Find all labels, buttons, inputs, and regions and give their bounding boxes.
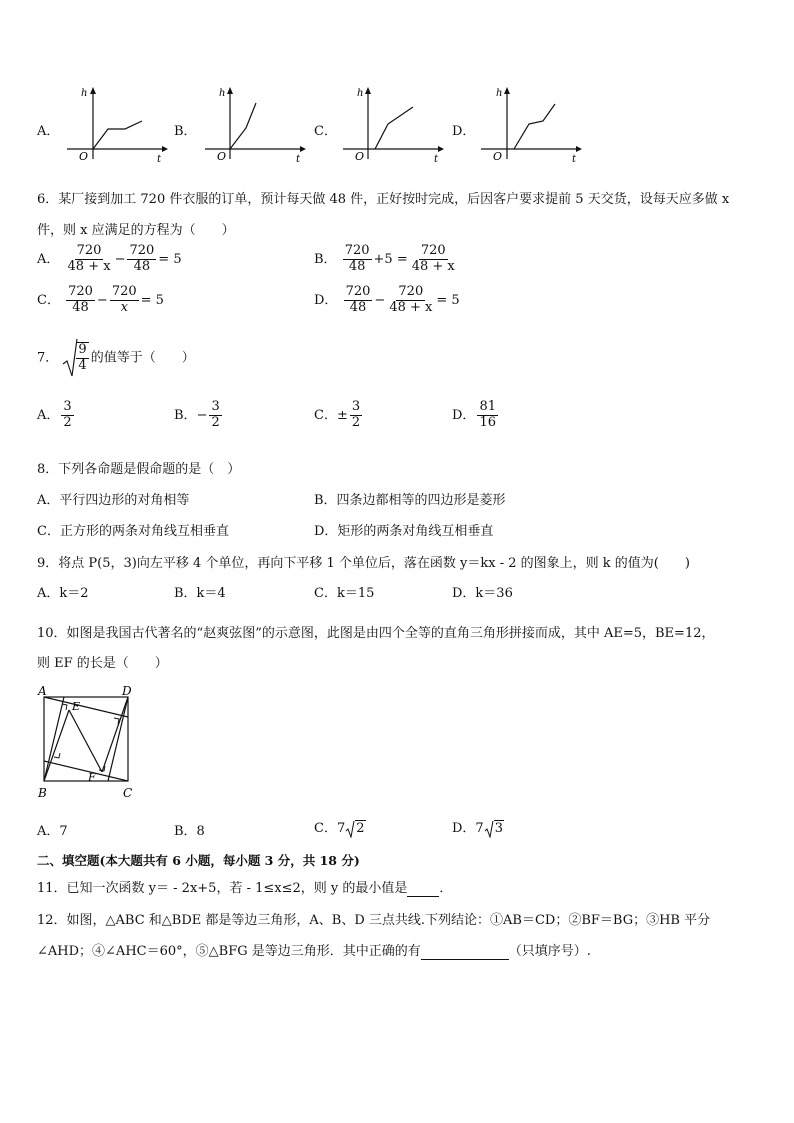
q5-graph-c <box>338 84 448 164</box>
q5-graph-d <box>476 84 586 164</box>
point-b-label: B <box>38 786 47 800</box>
q10-option-d: D．7 3 <box>452 821 503 836</box>
q5-c-axis-t: t <box>434 154 439 164</box>
zhao-shuang-diagram <box>32 682 142 802</box>
radical-sign-icon <box>484 820 494 838</box>
q6-option-d: D． $\frac{720}{48}$ − $\frac{720}{48 + x}$ = 5 <box>314 284 460 315</box>
point-d-label: D <box>122 684 132 698</box>
q5-c-axis-h: h <box>357 88 364 99</box>
point-e-label: E <box>72 700 81 713</box>
q9-option-c: C．k＝15 <box>314 586 375 601</box>
segment-ef <box>69 710 102 772</box>
segment-be <box>44 710 69 781</box>
answer-blank[interactable] <box>421 944 509 960</box>
q5-graph-b <box>200 84 310 164</box>
q9-option-a: A．k＝2 <box>37 586 89 601</box>
right-angle-mark <box>54 753 60 758</box>
q8-option-d: D．矩形的两条对角线互相垂直 <box>314 524 494 539</box>
q7-option-b: B．− $\frac{3}{2}$ <box>174 399 220 430</box>
q9-option-b: B．k＝4 <box>174 586 226 601</box>
q10-option-c: C．7 2 <box>314 821 365 836</box>
q8-option-b: B．四条边都相等的四边形是菱形 <box>314 493 506 508</box>
section-heading: 二、填空题(本大题共有 6 小题，每小题 3 分，共 18 分) <box>37 853 360 868</box>
q5-c-origin: O <box>355 150 365 163</box>
answer-blank[interactable] <box>407 881 439 897</box>
q5-a-axis-h: h <box>81 88 88 99</box>
q5-a-origin: O <box>79 150 89 163</box>
q12-stem-line2: ∠AHD；④∠AHC＝60°，⑤△BFG 是等边三角形．其中正确的有 （只填序号）. <box>37 944 591 959</box>
q11-stem: 11．已知一次函数 y＝ - 2x+5，若 - 1≤x≤2，则 y 的最小值是 ． <box>37 881 453 896</box>
q10-stem-line1: 10．如图是我国古代著名的“赵爽弦图”的示意图，此图是由四个全等的直角三角形拼接而成，其中 AE=5，BE=12， <box>37 626 715 641</box>
q6-stem-line1: 6．某厂接到加工 720 件衣服的订单，预计每天做 48 件，正好按时完成，后因客户要求提前 5 天交货，设每天应多做 x <box>37 192 730 207</box>
q5-d-axis-t: t <box>572 154 577 164</box>
q8-stem: 8．下列各命题是假命题的是（ ） <box>37 462 241 477</box>
q5-d-axis-h: h <box>496 88 503 99</box>
q9-option-d: D．k＝36 <box>452 586 513 601</box>
q8-option-c: C．正方形的两条对角线互相垂直 <box>37 524 229 539</box>
q5-d-origin: O <box>493 150 503 163</box>
q6-option-b: B． $\frac{720}{48}$ +5 = $\frac{720}{48 + x}$ <box>314 243 455 274</box>
q7-option-a: A． $\frac{3}{2}$ <box>37 399 72 430</box>
q5-b-axis-t: t <box>296 154 301 164</box>
q5-b-origin: O <box>217 150 227 163</box>
point-a-label: A <box>38 684 47 698</box>
q7-option-c: C．± $\frac{3}{2}$ <box>314 399 361 430</box>
outer-square <box>44 697 128 781</box>
q7-option-d: D． $\frac{81}{16}$ <box>452 399 496 430</box>
q5-graph-a <box>62 84 172 164</box>
point-f-label: F <box>88 771 96 784</box>
q5-option-c-label: C． <box>314 124 337 139</box>
q10-stem-line2: 则 EF 的长是（ ） <box>37 656 168 671</box>
q5-a-axis-t: t <box>157 154 162 164</box>
q8-option-a: A．平行四边形的对角相等 <box>37 493 190 508</box>
q6-option-a: A． $\frac{720}{48 + x}$ − $\frac{720}{48}$ = 5 <box>37 243 182 274</box>
q5-b-axis-h: h <box>219 88 226 99</box>
q10-option-b: B．8 <box>174 824 205 839</box>
q6-option-c: C． $\frac{720}{48}$ − $\frac{720}{x}$ = 5 <box>37 284 164 315</box>
q5-option-b-label: B． <box>174 124 197 139</box>
q6-stem-line2: 件，则 x 应满足的方程为（ ） <box>37 223 235 238</box>
q5-option-a-label: A． <box>37 124 60 139</box>
point-c-label: C <box>123 786 133 800</box>
q9-stem: 9．将点 P(5，3)向左平移 4 个单位，再向下平移 1 个单位后，落在函数 y＝kx - 2 的图象上，则 k 的值为( ) <box>37 556 690 571</box>
right-angle-mark <box>62 704 67 710</box>
q5-option-d-label: D． <box>452 124 476 139</box>
radical-sign-icon <box>345 820 355 838</box>
q12-stem-line1: 12．如图，△ABC 和△BDE 都是等边三角形，A、B、D 三点共线.下列结论：①AB＝CD；②BF＝BG；③HB 平分 <box>37 913 711 928</box>
q10-option-a: A．7 <box>37 824 68 839</box>
right-angle-mark <box>114 718 119 724</box>
q7-stem: 7． $\frac{9}{4}$ 的值等于（ ） <box>37 338 195 378</box>
